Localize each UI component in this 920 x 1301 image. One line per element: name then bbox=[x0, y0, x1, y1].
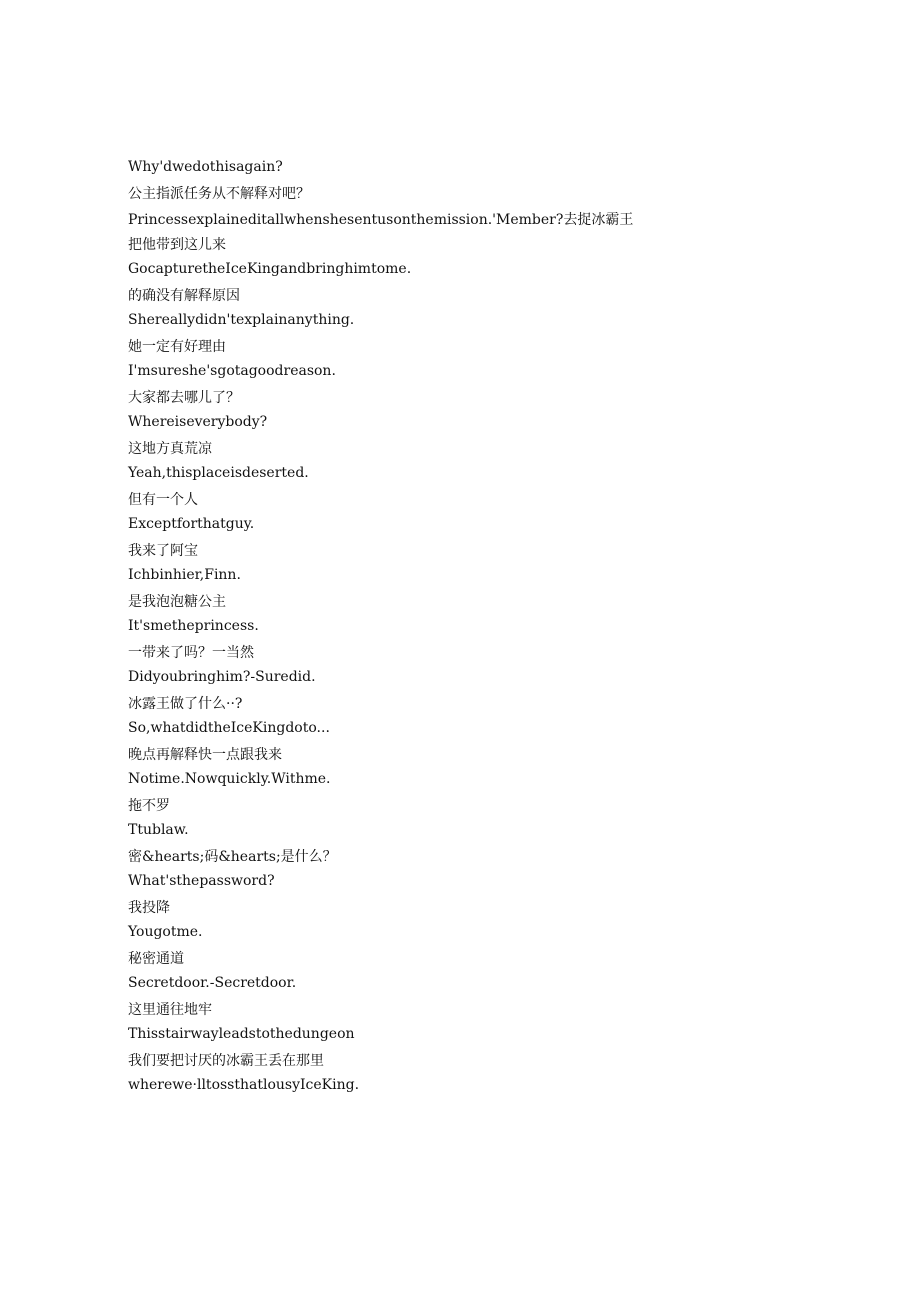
text-line: 这里通往地牢 bbox=[128, 1001, 212, 1018]
text-line: 大家都去哪儿了？ bbox=[128, 389, 240, 406]
text-line: Whereiseverybody? bbox=[128, 414, 268, 430]
text-line: Princessexplaineditallwhenshesentusonthemission.'Member?去捉冰霸王 bbox=[128, 212, 634, 228]
text-line: I'msureshe'sgotagoodreason. bbox=[128, 363, 336, 379]
text-line: Notime.Nowquickly.Withme. bbox=[128, 771, 331, 787]
text-line: Why'dwedothisagain? bbox=[128, 159, 283, 175]
text-line: GocapturetheIceKingandbringhimtome. bbox=[128, 261, 412, 277]
text-line: Ttublaw. bbox=[128, 822, 189, 838]
text-line: Shereallydidn'texplainanything. bbox=[128, 312, 355, 328]
text-line: 把他带到这儿来 bbox=[128, 236, 226, 253]
text-line: 秘密通道 bbox=[128, 950, 184, 967]
text-line: 公主指派任务从不解释对吧？ bbox=[128, 185, 310, 202]
text-line: 我来了阿宝 bbox=[128, 542, 198, 559]
text-line: 但有一个人 bbox=[128, 491, 198, 508]
text-line: Thisstairwayleadstothedungeon bbox=[128, 1026, 355, 1042]
subtitle-text-body bbox=[128, 158, 828, 1094]
text-line: 我投降 bbox=[128, 899, 170, 916]
text-line: Ichbinhier,Finn. bbox=[128, 567, 241, 583]
text-line: What'sthepassword? bbox=[128, 873, 275, 889]
text-line: 晚点再解释快一点跟我来 bbox=[128, 746, 282, 763]
text-line: 一带来了吗？一当然 bbox=[128, 644, 254, 661]
text-line: 这地方真荒凉 bbox=[128, 440, 212, 457]
text-line: 是我泡泡糖公主 bbox=[128, 593, 226, 610]
text-line: It'smetheprincess. bbox=[128, 618, 259, 634]
text-line: 我们要把讨厌的冰霸王丢在那里 bbox=[128, 1052, 324, 1069]
text-line: 密&hearts;码&hearts;是什么？ bbox=[128, 848, 337, 865]
text-line: 她一定有好理由 bbox=[128, 338, 226, 355]
text-line: Exceptforthatguy. bbox=[128, 516, 255, 532]
text-line: Yeah,thisplaceisdeserted. bbox=[128, 465, 309, 481]
text-line: Didyoubringhim?-Suredid. bbox=[128, 669, 316, 685]
text-line: 拖不罗 bbox=[128, 797, 170, 814]
text-line: Yougotme. bbox=[128, 924, 203, 940]
text-line: wherewe·lltossthatlousyIceKing. bbox=[128, 1077, 360, 1093]
text-line: 的确没有解释原因 bbox=[128, 287, 240, 304]
text-line: 冰露王做了什么··? bbox=[128, 695, 243, 712]
text-line: So,whatdidtheIceKingdoto... bbox=[128, 720, 330, 736]
text-line: Secretdoor.-Secretdoor. bbox=[128, 975, 297, 991]
